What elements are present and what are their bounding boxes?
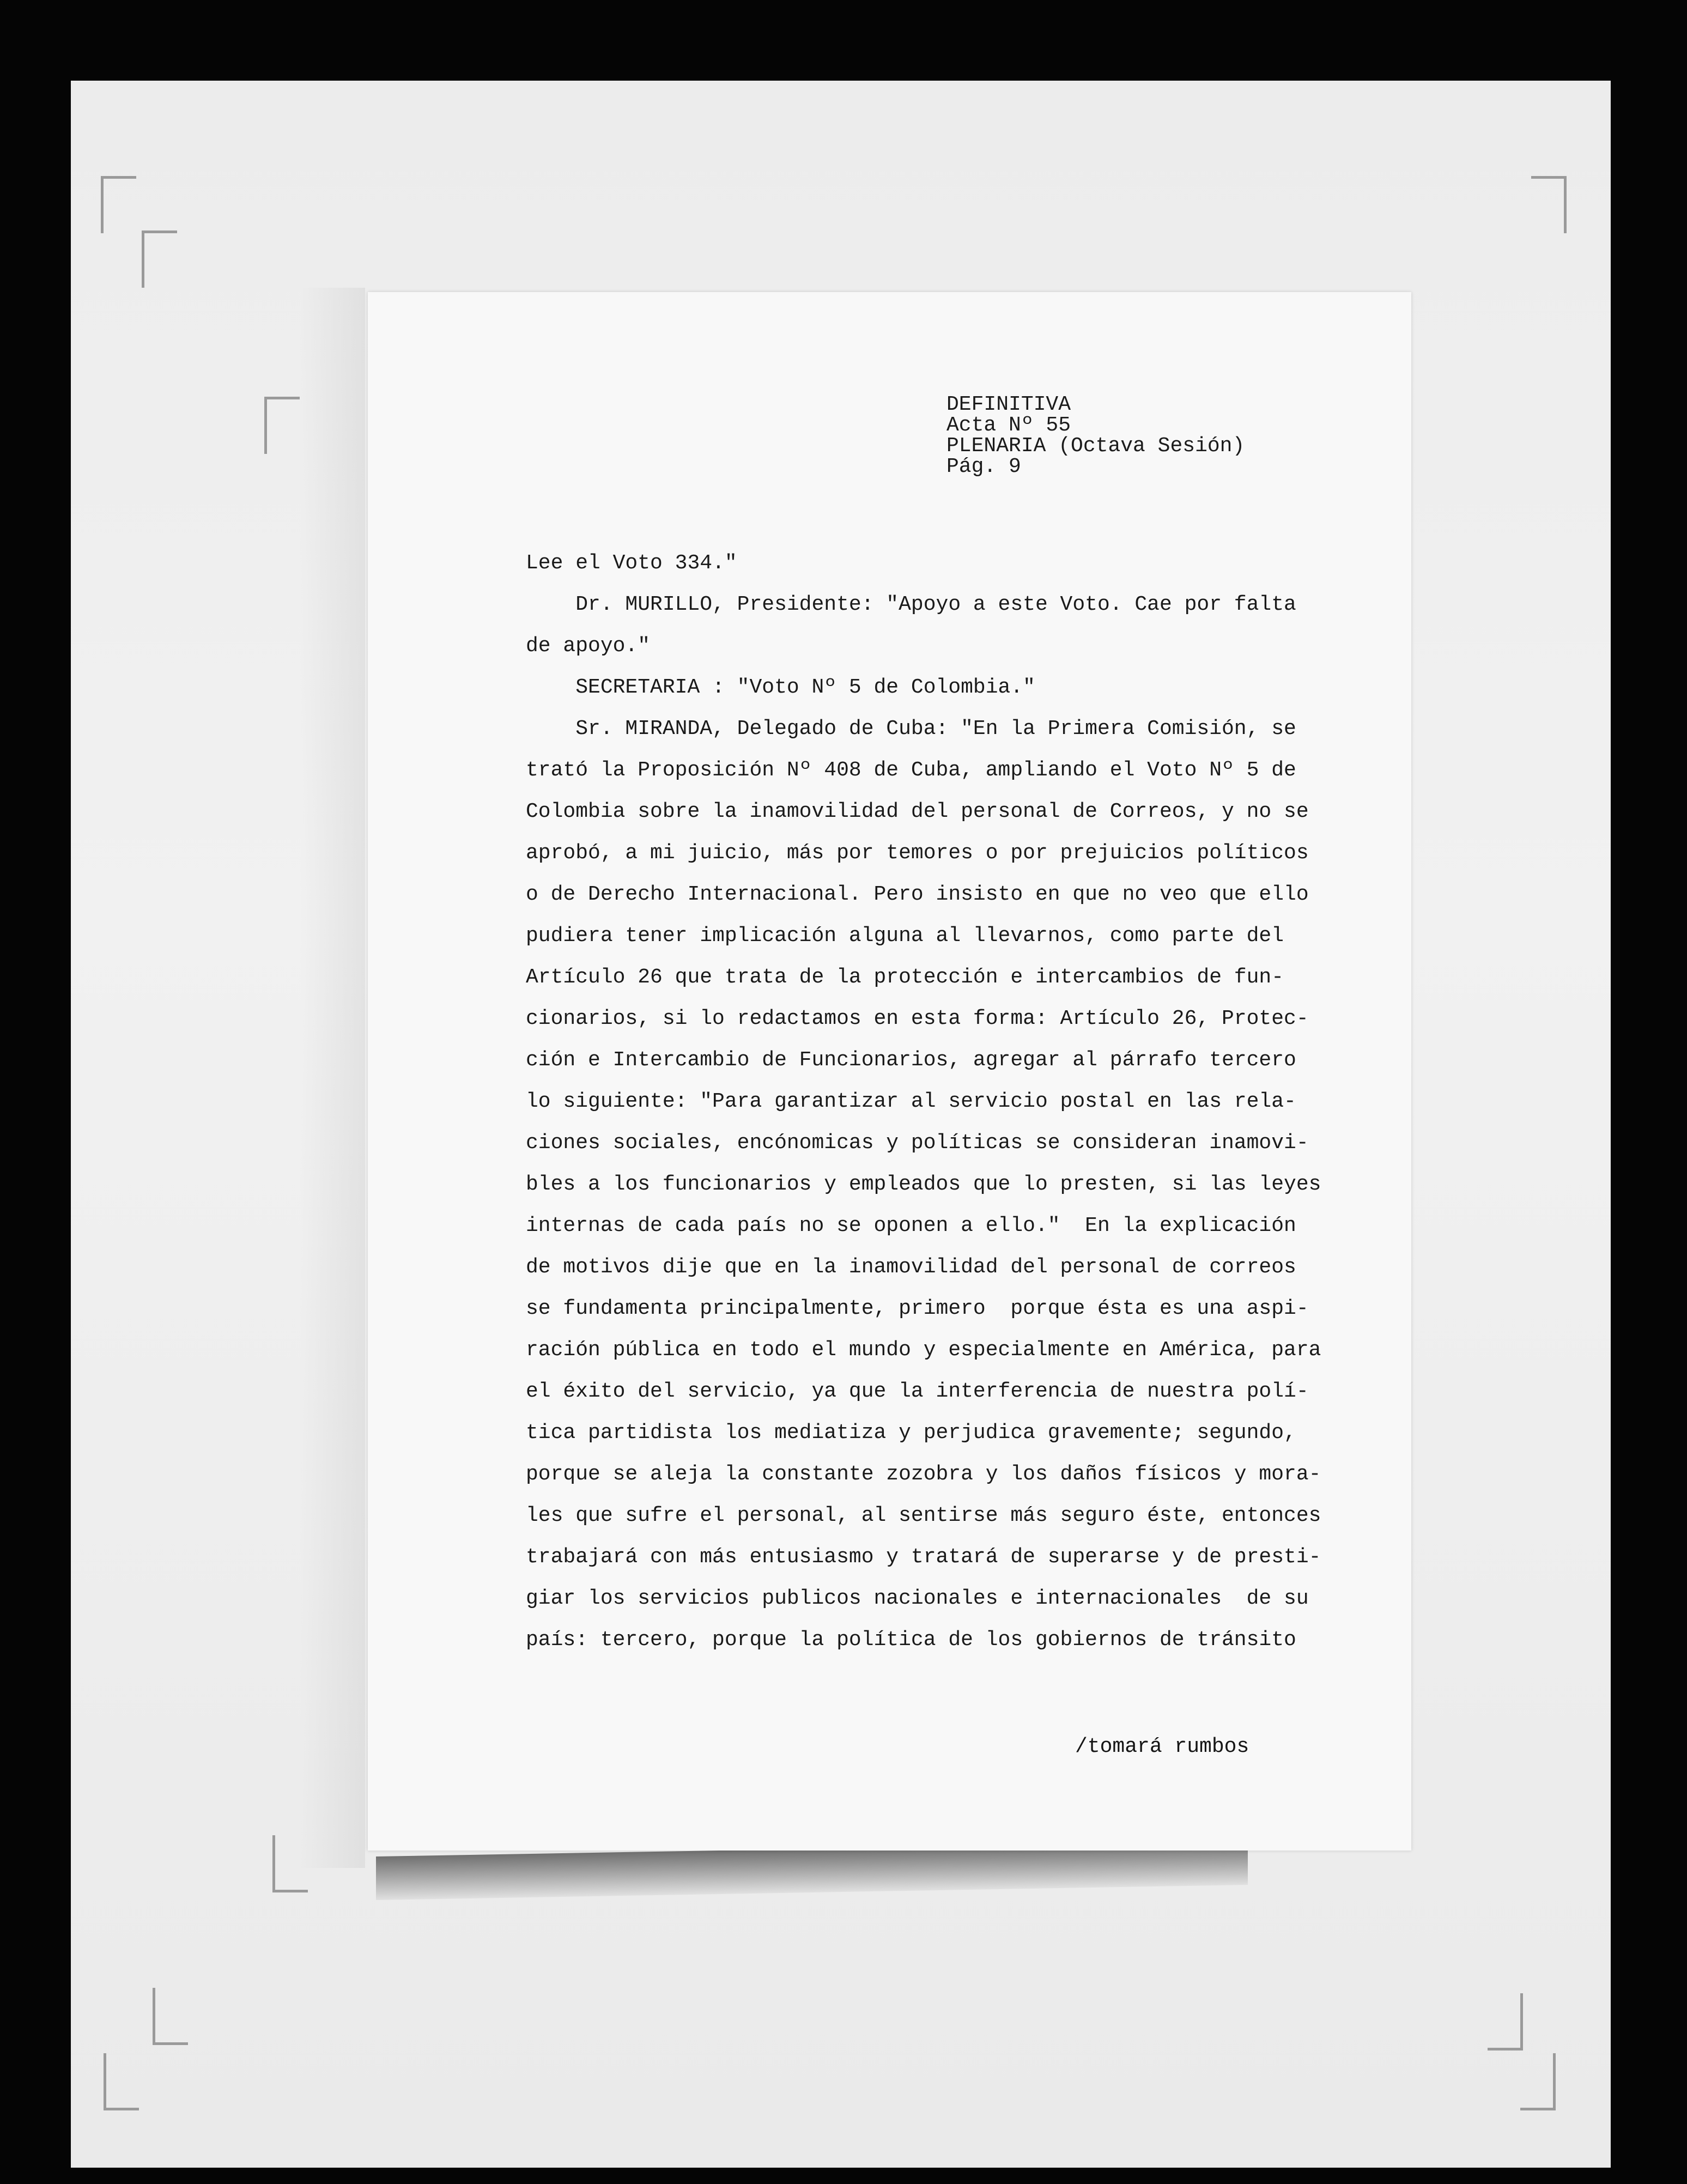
body-line: SECRETARIA : "Voto Nº 5 de Colombia." <box>526 676 1035 699</box>
frame-corner-mark <box>1488 1993 1523 2050</box>
header-status: DEFINITIVA <box>946 393 1071 416</box>
body-line: Dr. MURILLO, Presidente: "Apoyo a este Voto. Cae por falta <box>526 593 1296 616</box>
body-line: cionarios, si lo redactamos en esta forma: Artículo 26, Protec- <box>526 1007 1309 1030</box>
body-line: bles a los funcionarios y empleados que lo presten, si las leyes <box>526 1173 1321 1196</box>
frame-corner-mark <box>104 2053 139 2110</box>
frame-corner-mark <box>101 176 136 233</box>
body-line: el éxito del servicio, ya que la interferencia de nuestra polí- <box>526 1380 1309 1403</box>
typed-page <box>368 292 1411 1851</box>
header-session: PLENARIA (Octava Sesión) <box>946 434 1245 458</box>
body-line: tica partidista los mediatiza y perjudica gravemente; segundo, <box>526 1421 1296 1445</box>
continuation-note: /tomará rumbos <box>1075 1735 1249 1758</box>
frame-corner-mark <box>264 397 300 454</box>
document-body <box>526 543 1354 1661</box>
body-line: lo siguiente: "Para garantizar al servicio postal en las rela- <box>526 1090 1296 1113</box>
body-line: de apoyo." <box>526 634 651 658</box>
frame-corner-mark <box>272 1835 308 1892</box>
body-line: internas de cada país no se oponen a ello." En la explicación <box>526 1214 1296 1237</box>
film-smudge <box>300 288 365 1868</box>
body-line: ciones sociales, encónomicas y políticas se consideran inamovi- <box>526 1131 1309 1155</box>
frame-corner-mark <box>1531 176 1567 233</box>
body-line: país: tercero, porque la política de los gobiernos de tránsito <box>526 1628 1296 1652</box>
body-line: aprobó, a mi juicio, más por temores o por prejuicios políticos <box>526 841 1309 865</box>
header-acta: Acta Nº 55 <box>946 414 1071 437</box>
body-line: porque se aleja la constante zozobra y los daños físicos y mora- <box>526 1463 1321 1486</box>
frame-corner-mark <box>153 1988 188 2045</box>
body-line: Artículo 26 que trata de la protección e intercambios de fun- <box>526 966 1284 989</box>
body-line: o de Derecho Internacional. Pero insisto en que no veo que ello <box>526 883 1309 906</box>
body-line: Lee el Voto 334." <box>526 551 737 575</box>
body-line: ración pública en todo el mundo y especialmente en América, para <box>526 1338 1321 1362</box>
body-line: pudiera tener implicación alguna al llevarnos, como parte del <box>526 924 1284 948</box>
body-line: ción e Intercambio de Funcionarios, agregar al párrafo tercero <box>526 1048 1296 1072</box>
body-line: trabajará con más entusiasmo y tratará de superarse y de presti- <box>526 1545 1321 1569</box>
body-line: Sr. MIRANDA, Delegado de Cuba: "En la Primera Comisión, se <box>526 717 1296 741</box>
header-page-number: Pág. 9 <box>946 455 1021 478</box>
body-line: Colombia sobre la inamovilidad del personal de Correos, y no se <box>526 800 1309 823</box>
body-line: se fundamenta principalmente, primero porque ésta es una aspi- <box>526 1297 1309 1320</box>
frame-corner-mark <box>142 230 177 288</box>
frame-corner-mark <box>1520 2053 1556 2110</box>
body-line: giar los servicios publicos nacionales e internacionales de su <box>526 1587 1309 1610</box>
document-header <box>946 395 1245 477</box>
body-line: trató la Proposición Nº 408 de Cuba, ampliando el Voto Nº 5 de <box>526 759 1296 782</box>
body-line: les que sufre el personal, al sentirse más seguro éste, entonces <box>526 1504 1321 1527</box>
body-line: de motivos dije que en la inamovilidad del personal de correos <box>526 1255 1296 1279</box>
microfilm-frame <box>71 81 1611 2168</box>
